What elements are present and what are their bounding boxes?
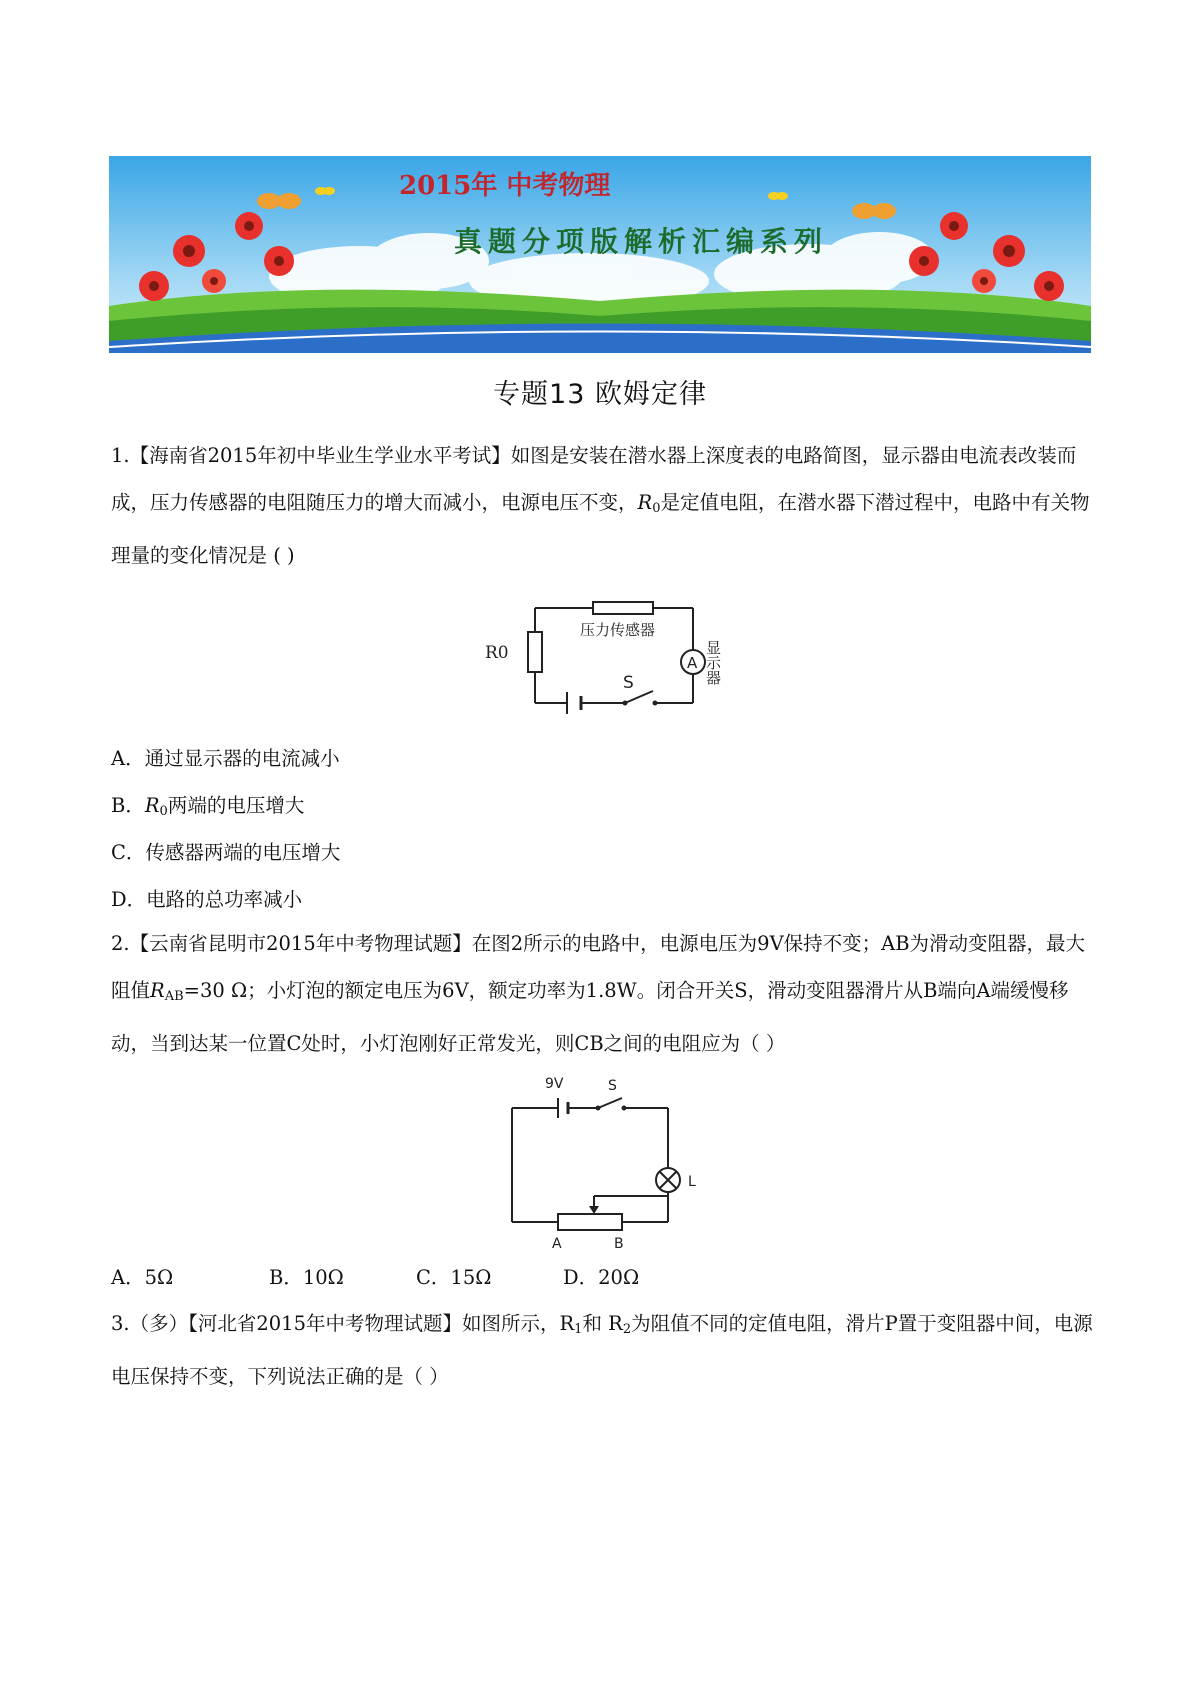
q2-option-d: D．20Ω <box>563 1266 640 1289</box>
q3-number: 3. <box>111 1312 130 1335</box>
r0-resistor <box>528 632 542 672</box>
q3-text-b: 为阻值不同的定值电阻，滑片P置于变阻器中间，电源电压保持不变，下列说法正确的是（ ） <box>111 1312 1093 1388</box>
banner-artwork <box>109 156 1091 353</box>
q1-option-b-prefix: B． <box>111 794 145 817</box>
header-banner <box>109 156 1091 353</box>
q1-text-a: 如图是安装在潜水器上深度表的电路简图，显示器由电流表改装而成，压力传感器的电阻随压力的增大而减小，电源电压不变， <box>111 444 1077 514</box>
voltage-label: 9V <box>545 1076 564 1092</box>
q2-rab-letter: R <box>150 979 165 1002</box>
q3-text-a: （多）【河北省2015年中考物理试题】如图所示，R <box>129 1312 575 1335</box>
q1-option-b <box>111 790 304 819</box>
q1-text-b: 是定值电阻，在潜水器下潜过程中，电路中有关物理量的变化情况是 ( ) <box>111 491 1090 567</box>
lamp-label: L <box>688 1174 696 1190</box>
q2-option-b: B．10Ω <box>269 1266 344 1289</box>
q3-r1-sub: 1 <box>574 1322 583 1337</box>
end-a-label: A <box>552 1236 562 1252</box>
ammeter-symbol: A <box>687 654 698 672</box>
q1-option-d: D．电路的总功率减小 <box>111 888 303 911</box>
sensor-label: 压力传感器 <box>580 621 656 639</box>
q1-option-b-letter: R <box>144 794 160 817</box>
q2-source: 【云南省昆明市2015年中考物理试题】 <box>129 932 472 955</box>
display-label: 显示器 <box>704 640 722 685</box>
q3-text-mid: 和 R <box>582 1312 623 1335</box>
question-2 <box>111 920 1096 1067</box>
q1-source: 【海南省2015年初中毕业生学业水平考试】 <box>129 444 511 467</box>
banner-line1: 2015年 中考物理 <box>399 171 611 201</box>
q2-option-a: A．5Ω <box>111 1266 174 1289</box>
q1-option-a: A．通过显示器的电流减小 <box>111 747 340 770</box>
q3-r2-sub: 2 <box>622 1322 632 1337</box>
page-title: 专题13 欧姆定律 <box>493 379 707 410</box>
question-3 <box>111 1300 1096 1400</box>
q2-circuit-figure <box>490 1068 720 1253</box>
q1-option-b-sub: 0 <box>159 804 168 819</box>
rheostat <box>558 1214 622 1230</box>
q2-text-b: =30 Ω；小灯泡的额定电压为6V，额定功率为1.8W。闭合开关S，滑动变阻器滑片从B端向A端缓慢移动，当到达某一位置C处时，小灯泡刚好正常发光，则CB之间的电阻应为（ ） <box>111 979 1069 1055</box>
switch-icon <box>598 1098 622 1108</box>
switch-label: S <box>608 1078 617 1094</box>
end-b-label: B <box>614 1236 624 1252</box>
q2-text-a: 在图2所示的电路中，电源电压为9V保持不变；AB为滑动变阻器，最大阻值 <box>111 932 1086 1002</box>
q1-r0-sub: 0 <box>652 501 661 516</box>
q1-circuit-figure <box>455 588 745 718</box>
q1-option-b-text: 两端的电压增大 <box>167 794 305 817</box>
q1-r0-letter: R <box>637 491 653 514</box>
q2-option-c: C．15Ω <box>416 1266 492 1289</box>
q1-number: 1. <box>111 444 130 467</box>
q2-options <box>111 1262 811 1292</box>
r0-label: R0 <box>485 643 509 663</box>
switch-label: S <box>623 673 634 693</box>
slider-arrow-icon <box>589 1206 599 1214</box>
question-1 <box>111 432 1096 579</box>
q2-number: 2. <box>111 932 130 955</box>
q2-rab-sub: AB <box>164 989 184 1004</box>
q1-option-c: C．传感器两端的电压增大 <box>111 841 341 864</box>
banner-line2: 真题分项版解析汇编系列 <box>454 225 829 258</box>
pressure-sensor <box>593 602 653 614</box>
